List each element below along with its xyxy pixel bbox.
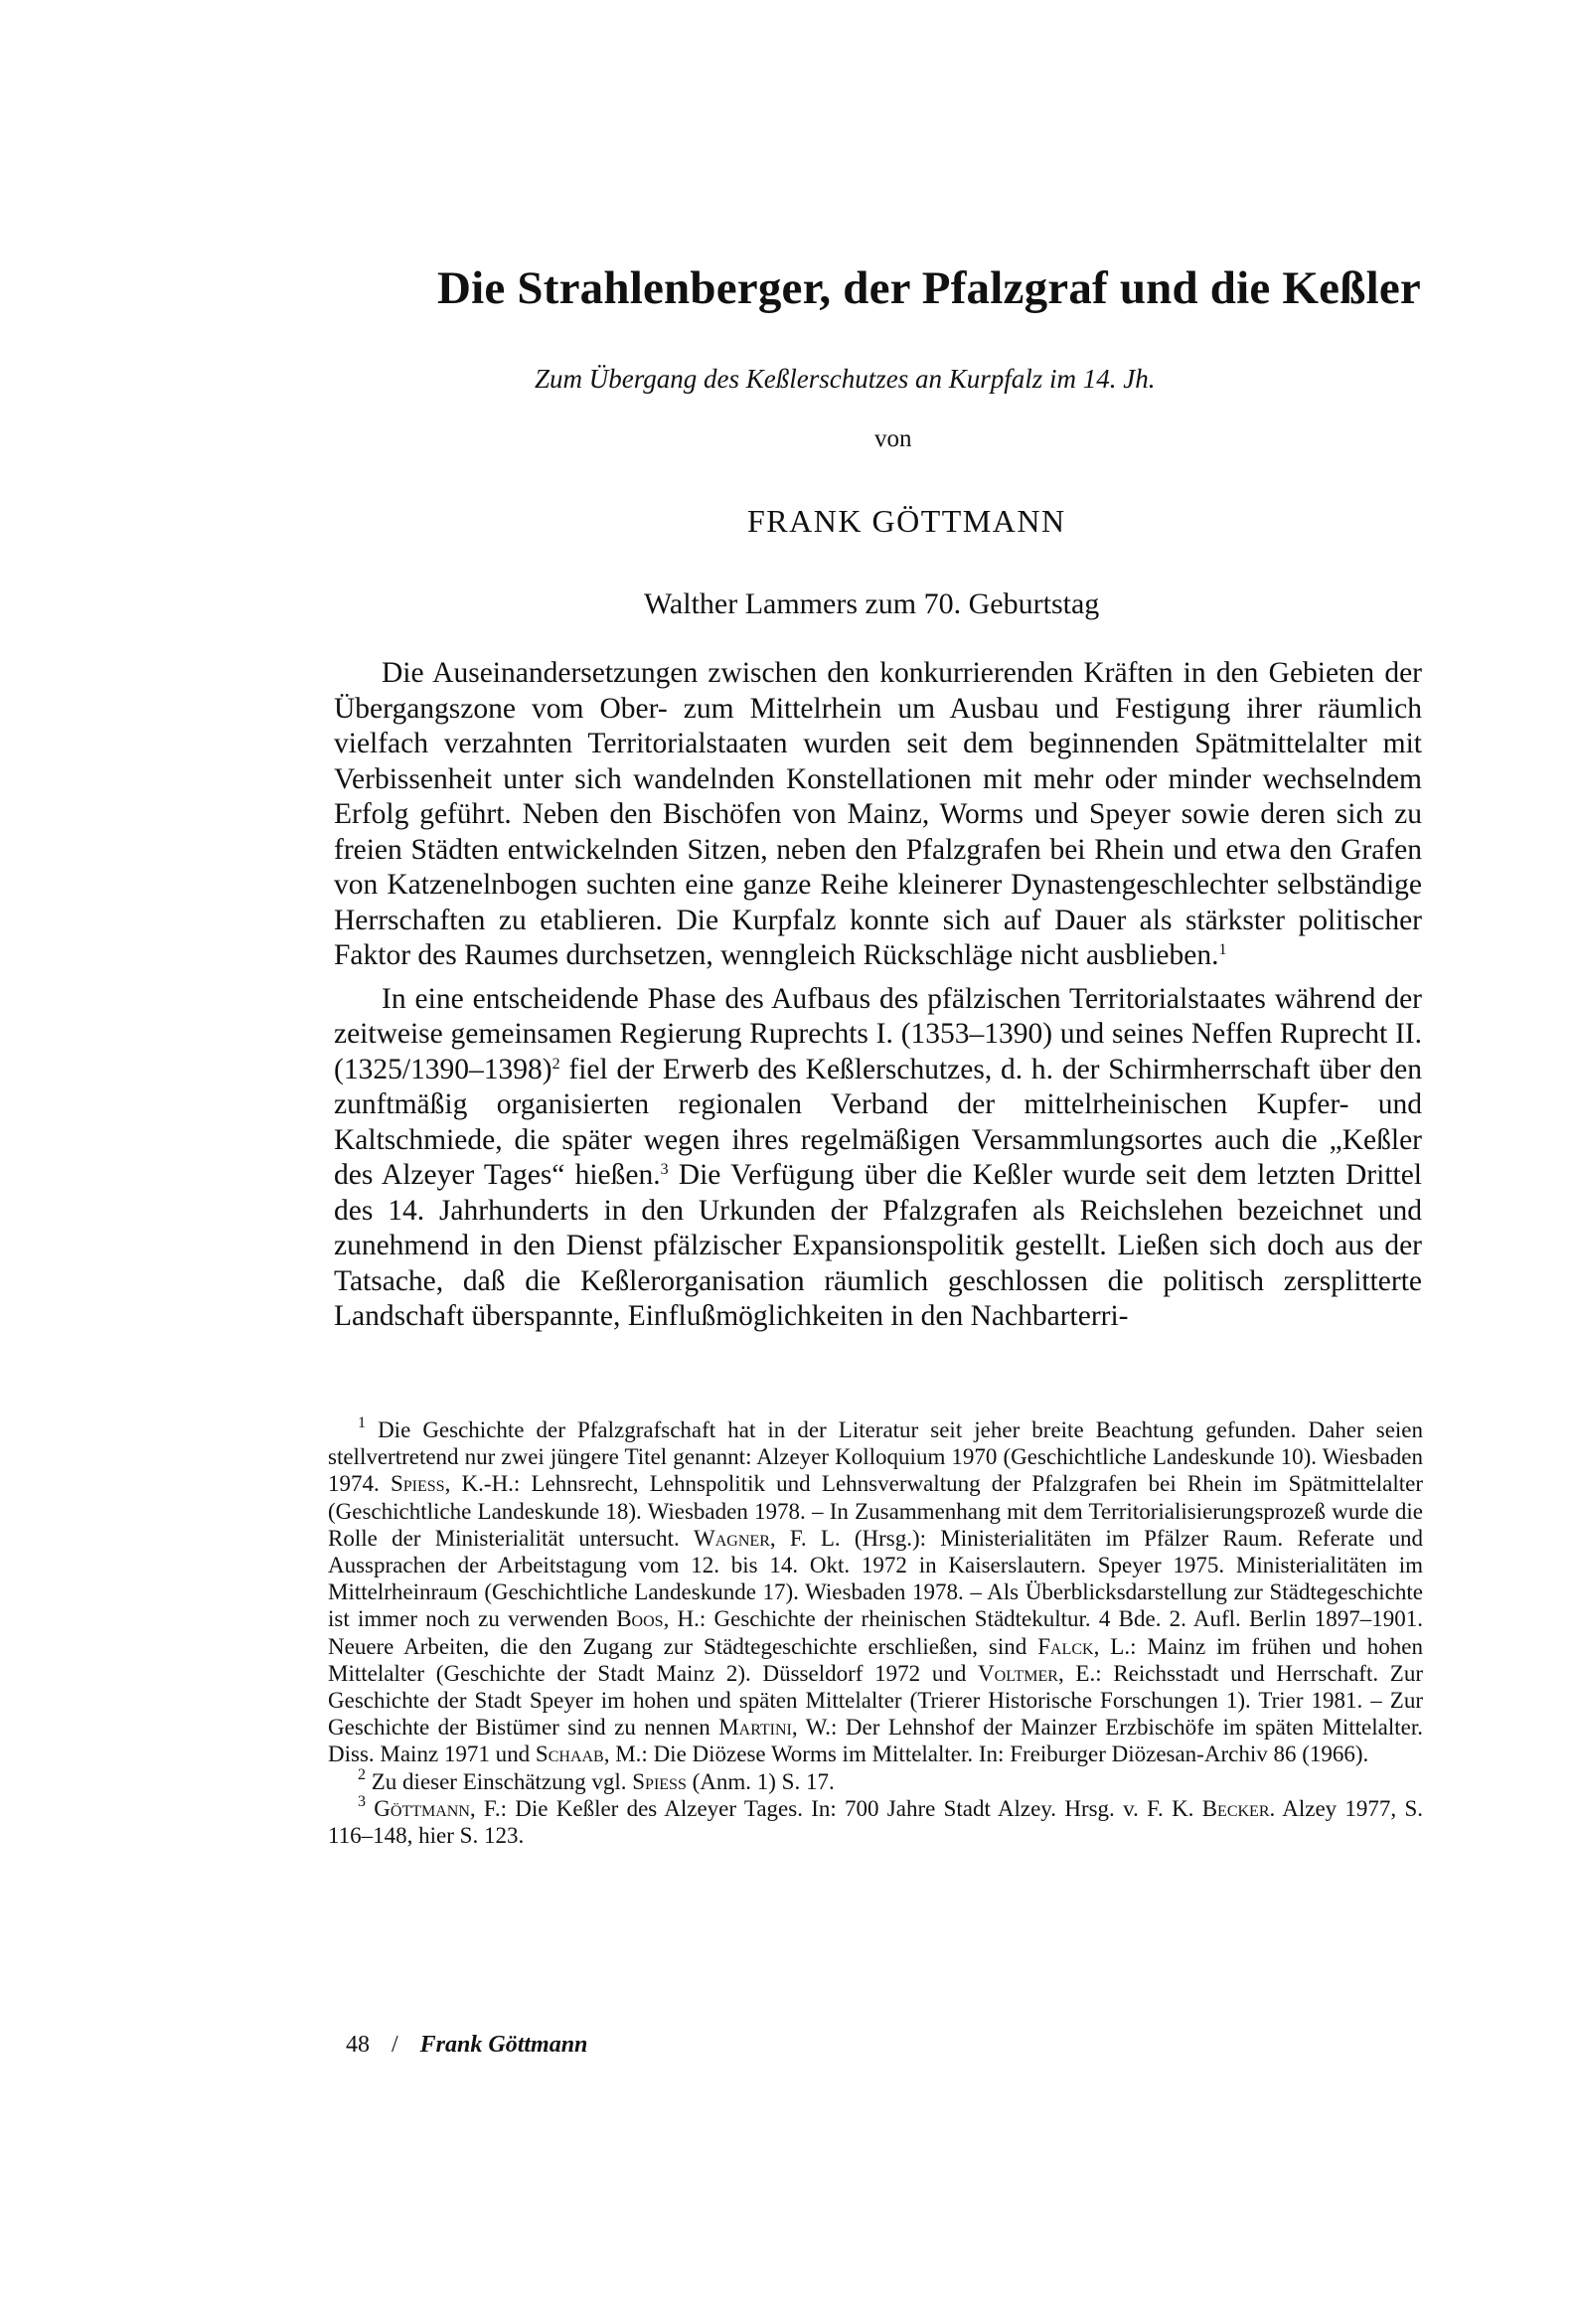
article-title: Die Strahlenberger, der Pfalzgraf und die Keßler xyxy=(437,262,1421,314)
footnote-text: . Alzey 1977, S. 116–148, hier S. 123. xyxy=(328,1795,1423,1849)
footnote-text: , E.: Reichsstadt und Herrschaft. Zur Geschichte der Stadt Speyer im hohen und späten Mittelalter (Trierer Historische Forschungen 1). Trier 1981. – Zur Geschichte der Bistümer sind zu nennen xyxy=(328,1660,1424,1741)
author-ref: Boos xyxy=(616,1606,664,1632)
footnote-text: , H.: Geschichte der rheinischen Städtekultur. 4 Bde. 2. Aufl. Berlin 1897–1901. Neuere Arbeiten, die den Zugang zur Städtegeschichte erschließen, sind xyxy=(328,1606,1423,1659)
paragraph xyxy=(334,656,1422,974)
footnote-text: Zu dieser Einschätzung vgl. xyxy=(371,1768,633,1794)
footnote xyxy=(328,1416,1423,1768)
author-ref: Wagner xyxy=(694,1525,770,1551)
body-text xyxy=(334,656,1422,1343)
author-ref: Martini xyxy=(718,1715,792,1741)
page-number: 48 xyxy=(346,2032,370,2058)
author-ref: Falck xyxy=(1037,1633,1094,1659)
author-ref: Spiess xyxy=(632,1768,687,1794)
author-ref: Göttmann xyxy=(374,1795,470,1821)
author-ref: Voltmer xyxy=(978,1660,1058,1686)
byline: von xyxy=(874,425,912,452)
footnote-text: Die Geschichte der Pfalzgrafschaft hat in der Literatur seit jeher breite Beachtung gefunden. Daher seien stellvertretend nur zwei jüngere Titel genannt: Alzeyer Kolloquium 1970 (Geschichtliche Landeskunde 10). Wiesbaden 1974. xyxy=(328,1417,1424,1497)
author-ref: Spiess xyxy=(390,1471,445,1497)
footnote-ref: 3 xyxy=(660,1161,669,1178)
footnote-number: 1 xyxy=(358,1414,366,1431)
footnote-text: , K.-H.: Lehnsrecht, Lehnspolitik und Lehnsverwaltung der Pfalzgrafen bei Rhein im Spätmittelalter (Geschichtliche Landeskunde 18). Wiesbaden 1978. – In Zusammenhang mit dem Territorialisierungsprozeß wurde die Rolle der Ministerialität untersucht. xyxy=(328,1471,1423,1551)
footnote-text: , W.: Der Lehnshof der Mainzer Erzbischöfe im späten Mittelalter. Diss. Mainz 1971 und xyxy=(328,1715,1423,1767)
footnote-text: , F.: Die Keßler des Alzeyer Tages. In: 700 Jahre Stadt Alzey. Hrsg. v. F. K. xyxy=(469,1795,1202,1821)
paragraph-text: In eine entscheidende Phase des Aufbaus des pfälzischen Territorialstaates während der zeitweise gemeinsamen Regierung Ruprechts I. (1353–1390) und seines Neffen Ruprecht II. (1325/1390–1398) xyxy=(334,982,1422,1085)
paragraph-text: Die Auseinandersetzungen zwischen den konkurrierenden Kräften in den Gebieten der Übergangszone vom Ober- zum Mittelrhein um Ausbau und Festigung ihrer räumlich vielfach verzahnten Territorialstaaten wurden seit dem beginnenden Spätmittelalter mit Verbissenheit unter sich wandelnden Konstellationen mit mehr oder minder wechselndem Erfolg geführt. Neben den Bischöfen von Mainz, Worms und Speyer sowie deren sich zu freien Städten entwickelnden Sitzen, neben den Pfalzgrafen bei Rhein und etwa den Grafen von Katzenelnbogen suchten eine ganze Reihe kleinerer Dynastengeschlechter selbständige Herrschaften zu etablieren. Die Kurpfalz konnte sich auf Dauer als stärkster politischer Faktor des Raumes durchsetzen, wenngleich Rückschläge nicht ausblieben. xyxy=(334,657,1422,971)
paragraph-text: Die Verfügung über die Keßler wurde seit dem letzten Drittel des 14. Jahrhunderts in den Urkunden der Pfalzgrafen als Reichslehen bezeichnet und zunehmend in den Dienst pfälzischer Expansionspolitik gestellt. Ließen sich doch aus der Tatsache, daß die Keßlerorganisation räumlich geschlossen die politisch zersplitterte Landschaft überspannte, Einflußmöglichkeiten in den Nachbarterri- xyxy=(334,1159,1423,1332)
footnote-ref: 2 xyxy=(552,1055,560,1073)
footnotes xyxy=(328,1416,1423,1849)
article-subtitle: Zum Übergang des Keßlerschutzes an Kurpfalz im 14. Jh. xyxy=(535,364,1156,394)
footnote-number: 3 xyxy=(358,1792,366,1810)
paragraph-text: fiel der Erwerb des Keßlerschutzes, d. h. der Schirmherrschaft über den zunftmäßig organisierten regionalen Verband der mittelrheinischen Kupfer- und Kaltschmiede, die später wegen ihres regelmäßigen Versammlungsortes auch die „Keßler des Alzeyer Tages“ hießen. xyxy=(334,1053,1422,1191)
author-name: FRANK GÖTTMANN xyxy=(747,503,1066,539)
footer-separator: / xyxy=(392,2032,398,2058)
footnote xyxy=(328,1792,1423,1849)
paragraph xyxy=(334,982,1422,1335)
page-footer xyxy=(346,2030,587,2060)
running-head: Frank Göttmann xyxy=(419,2032,588,2058)
footnote-ref: 1 xyxy=(1218,941,1227,958)
author-ref: Schaab xyxy=(535,1742,604,1767)
dedication: Walther Lammers zum 70. Geburtstag xyxy=(644,587,1100,620)
author-ref: Becker xyxy=(1201,1795,1270,1821)
footnote-text: , M.: Die Diözese Worms im Mittelalter. In: Freiburger Diözesan-Archiv 86 (1966). xyxy=(603,1742,1369,1767)
footnote xyxy=(328,1765,1423,1795)
footnote-text: , L.: Mainz im frühen und hohen Mittelalter (Geschichte der Stadt Mainz 2). Düsseldorf 1972 und xyxy=(328,1633,1423,1686)
footnote-number: 2 xyxy=(358,1765,366,1783)
footnote-text: , F. L. (Hrsg.): Ministerialitäten im Pfälzer Raum. Referate und Aussprachen der Arbeitstagung vom 12. bis 14. Okt. 1972 in Kaiserslautern. Speyer 1975. Ministerialitäten im Mittelrheinraum (Geschichtliche Landeskunde 17). Wiesbaden 1978. – Als Überblicksdarstellung zur Städtegeschichte ist immer noch zu verwenden xyxy=(328,1525,1424,1632)
footnote-text: (Anm. 1) S. 17. xyxy=(686,1768,835,1794)
